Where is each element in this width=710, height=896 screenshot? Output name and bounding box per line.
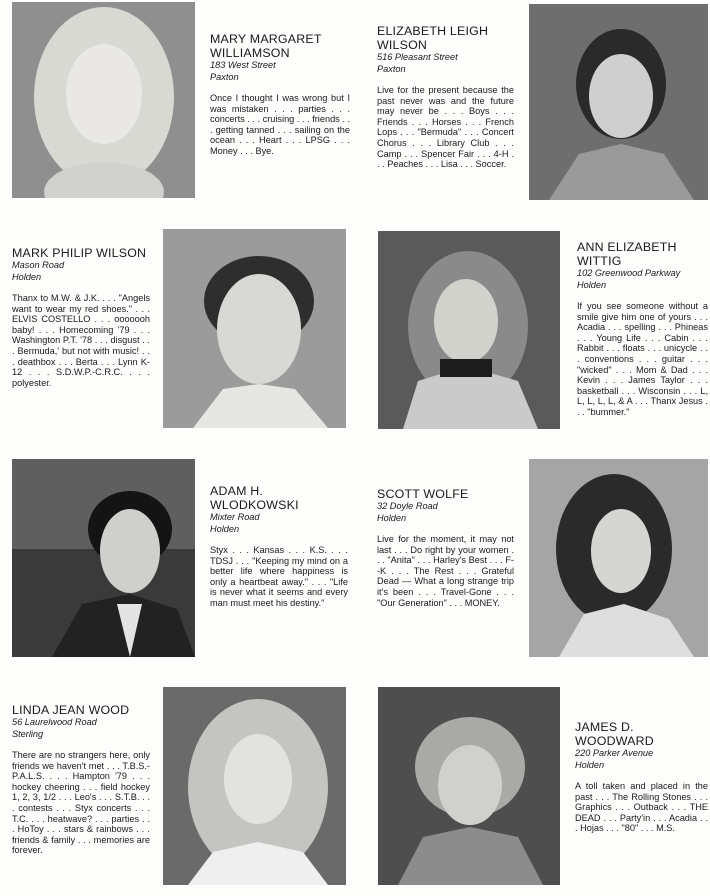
student-quote: If you see someone without a smile give him one of yours . . . Acadia . . . spelling . . . Phineas . . . Young Life . . . Cabin . . . Rabbit . . . floats . . . unicycle . . . conventions . . . guitar . . . "wicked" . . . Mom & Dad . . . Kevin . . . James Taylor . . . basketball . . . Wisconsin . . . L, L, L, L, L, & A . . . Thanx Jesus . . . "bummer." [577,301,708,417]
student-name: MARY MARGARET WILLIAMSON [210,32,322,60]
student-entry-woodward [575,720,708,834]
student-town: Holden [575,759,605,770]
student-town: Holden [377,512,407,523]
student-town: Holden [210,523,240,534]
student-town: Sterling [12,728,44,739]
portrait-photo-e-wilson [529,4,708,200]
student-quote: Live for the present because the past never was and the future may never be . . . Boys . . . Friends . . . Horses . . . French Lops . . . "Bermuda" . . . Concert Chorus . . . Library Club . . . Camp . . . Spencer Fair . . . 4-H . . . Peaches . . . Lisa . . . Soccer. [377,85,514,170]
student-entry-wittig [577,240,708,418]
student-town: Paxton [377,63,406,74]
student-name: JAMES D. WOODWARD [575,720,654,748]
portrait-photo-wood [163,687,346,885]
student-name: ELIZABETH LEIGH WILSON [377,24,489,52]
student-quote: Styx . . . Kansas . . . K.S. . . . TDSJ . . . "Keeping my mind on a better life where happiness is only a heartbeat away." . . . "Life is never what it seems and every man must meet his destiny." [210,545,348,608]
student-quote: There are no strangers here, only friends we haven't met . . . T.B.S.-P.A.L.S. . . . Hampton '79 . . . hockey cheering . . . field hockey 1, 2, 3, 1/2 . . . Leo's . . . S.T.B. . . . contests . . . Styx concerts . . . T.C. . . . heatwave? . . . parties . . . HoToy . . . stars & rainbows . . . friends & family . . . memories are forever. [12,750,150,856]
student-town: Paxton [210,71,239,82]
student-entry-williamson [210,32,350,157]
student-name: LINDA JEAN WOOD [12,703,130,717]
student-entry-e-wilson [377,24,514,170]
student-name: MARK PHILIP WILSON [12,246,147,260]
portrait-photo-woodward [378,687,560,885]
portrait-photo-m-wilson [163,229,346,428]
portrait-photo-williamson [12,2,195,198]
portrait-photo-wittig [378,231,560,429]
student-town: Holden [12,271,42,282]
student-quote: Once I thought I was wrong but I was mistaken . . . parties . . . concerts . . . cruising . . . friends . . . getting tanned . . . sailing on the ocean . . . Heart . . . LPSG . . . Money . . . Bye. [210,93,350,156]
student-name: ADAM H. WLODKOWSKI [210,484,299,512]
student-entry-wolfe [377,487,514,608]
student-name: SCOTT WOLFE [377,487,469,501]
student-entry-wood [12,703,150,856]
student-street: 102 Greenwood Parkway [577,268,681,278]
student-quote: Live for the moment, it may not last . . . Do right by your women . . . "Anita" . . . Harley's Best . . . F--K . . . The Rest . . . Grateful Dead — What a long strange trip it's been . . . Travel-Gone . . . "Our Generation" . . . MONEY. [377,534,514,608]
student-street: 56 Laurelwood Road [12,717,97,727]
student-street: Mixter Road [210,512,260,522]
student-entry-m-wilson [12,246,150,388]
student-street: 516 Pleasant Street [377,52,458,62]
student-name: ANN ELIZABETH WITTIG [577,240,677,268]
portrait-photo-wlodkowski [12,459,195,657]
student-town: Holden [577,279,607,290]
student-street: 183 West Street [210,60,276,70]
portrait-photo-wolfe [529,459,708,657]
student-street: 220 Parker Avenue [575,748,654,758]
student-street: Mason Road [12,260,65,270]
student-street: 32 Doyle Road [377,501,438,511]
student-quote: Thanx to M.W. & J.K. . . . "Angels want to wear my red shoes." . . . ELVIS COSTELLO . . . ooooooh baby! . . . Homecoming '79 . . . Washington P.T. '78 . . . disgust . . . Bermuda,' but not with music! . . . deathbox . . . Berta . . . Lynn K-12 . . . S.D.W.P.-C.R.C. . . . polyester. [12,293,150,388]
student-entry-wlodkowski [210,484,348,609]
student-quote: A toll taken and placed in the past . . . The Rolling Stones . . . Graphics . . . Outback . . . THE DEAD . . . Party'in . . . Acadia . . . Hojas . . . "80" . . . M.S. [575,781,708,834]
